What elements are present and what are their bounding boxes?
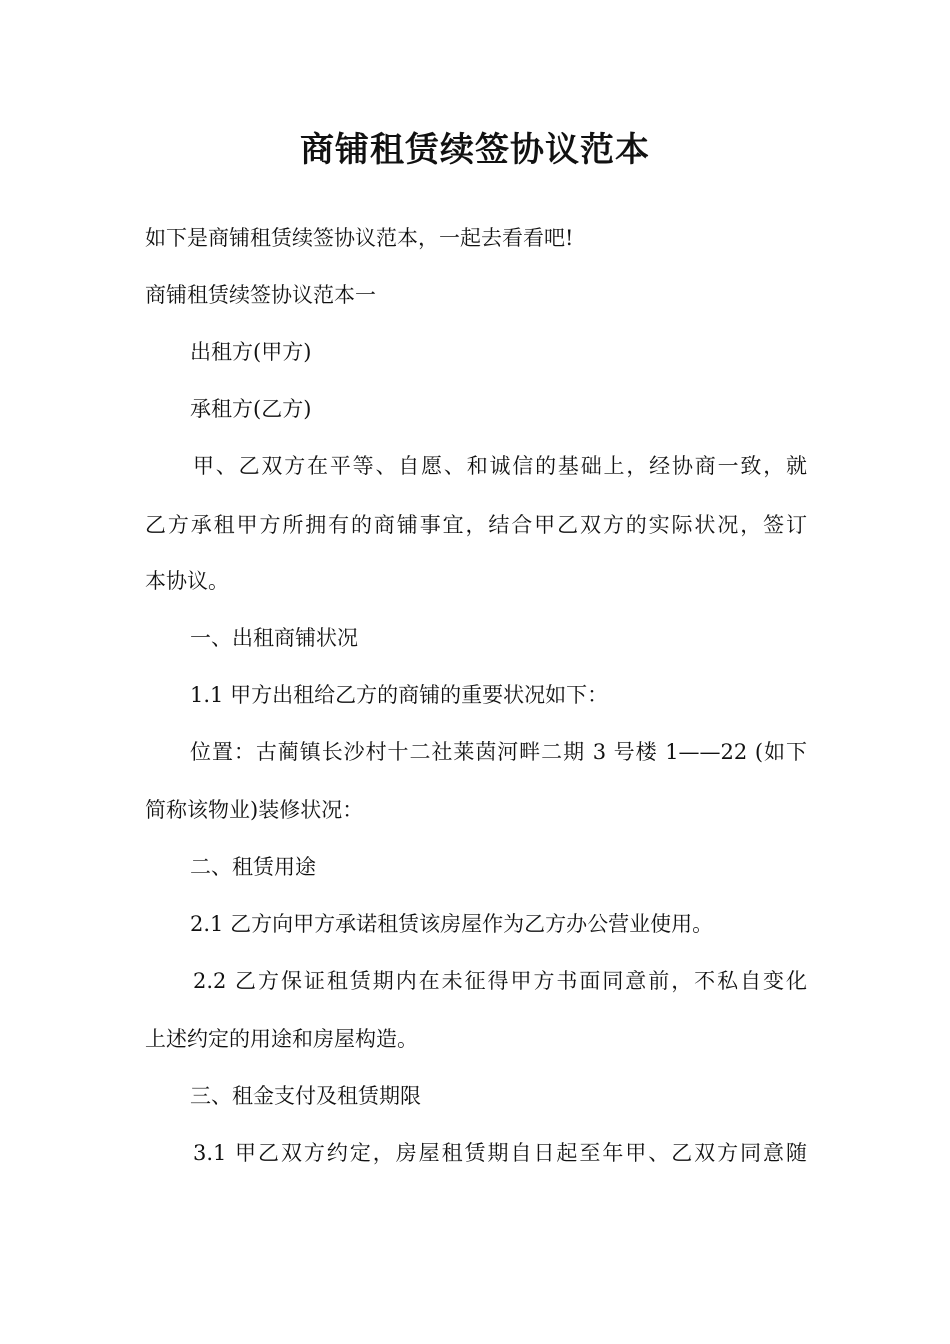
clause-line: 简称该物业)装修状况： xyxy=(145,798,364,822)
clause-line: 3.1 甲乙双方约定，房屋租赁期自日起至年甲、乙双方同意随 xyxy=(193,1141,807,1165)
clause-line: 2.1 乙方向甲方承诺租赁该房屋作为乙方办公营业使用。 xyxy=(190,912,714,936)
clause-line: 位置：古蔺镇长沙村十二社莱茵河畔二期 3 号楼 1——22 (如下 xyxy=(190,740,807,764)
intro-line: 如下是商铺租赁续签协议范本，一起去看看吧! xyxy=(145,226,574,250)
lessee-line: 承租方(乙方) xyxy=(190,397,312,421)
paragraph-line: 甲、乙双方在平等、自愿、和诚信的基础上，经协商一致，就 xyxy=(193,454,807,478)
clause-line: 2.2 乙方保证租赁期内在未征得甲方书面同意前，不私自变化 xyxy=(193,969,807,993)
section-heading: 二、租赁用途 xyxy=(190,855,316,879)
paragraph-line: 本协议。 xyxy=(145,569,229,593)
document-title: 商铺租赁续签协议范本 xyxy=(300,130,650,170)
lessor-line: 出租方(甲方) xyxy=(190,340,312,364)
section-heading: 三、租金支付及租赁期限 xyxy=(190,1084,421,1108)
clause-line: 1.1 甲方出租给乙方的商铺的重要状况如下： xyxy=(190,683,609,707)
section-heading-version-one: 商铺租赁续签协议范本一 xyxy=(145,283,376,307)
paragraph-line: 乙方承租甲方所拥有的商铺事宜，结合甲乙双方的实际状况，签订 xyxy=(145,513,807,537)
clause-line: 上述约定的用途和房屋构造。 xyxy=(145,1027,418,1051)
section-heading: 一、出租商铺状况 xyxy=(190,626,358,650)
